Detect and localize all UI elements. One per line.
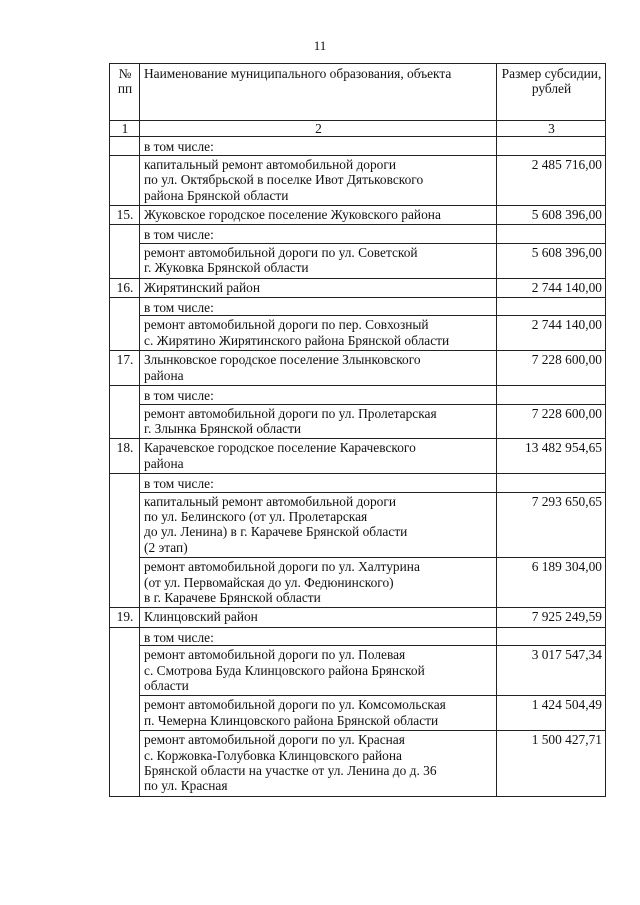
amount-cell: 5 608 396,00 <box>497 206 606 225</box>
name-line: Жирятинский район <box>144 279 260 295</box>
object-name <box>140 439 497 474</box>
amount-cell: 5 608 396,00 <box>497 243 606 278</box>
item-row <box>110 731 606 797</box>
object-name <box>140 404 497 439</box>
name-line: в г. Карачеве Брянской области <box>144 589 321 605</box>
name-line: Брянской области на участке от ул. Ленина до д. 36 <box>144 763 437 779</box>
row-number <box>110 298 140 351</box>
subhead-row <box>110 225 606 243</box>
amount-cell: 1 424 504,49 <box>497 696 606 731</box>
name-line: с. Коржовка-Голубовка Клинцовского района <box>144 747 402 763</box>
amount-cell: 13 482 954,65 <box>497 439 606 474</box>
amount-cell: 3 017 547,34 <box>497 646 606 696</box>
subsidy-table <box>109 63 606 797</box>
subhead-row <box>110 137 606 155</box>
group-row <box>110 439 606 474</box>
group-row <box>110 278 606 297</box>
name-line: по ул. Красная <box>144 778 228 794</box>
amount-cell: 2 744 140,00 <box>497 316 606 351</box>
subhead-label: в том числе: <box>140 627 497 645</box>
subhead-label: в том числе: <box>140 474 497 492</box>
amount-cell: 2 485 716,00 <box>497 155 606 205</box>
subhead-row <box>110 298 606 316</box>
amount-cell <box>497 386 606 404</box>
row-number: 18. <box>110 439 140 474</box>
name-line: по ул. Белинского (от ул. Пролетарская <box>144 508 368 524</box>
group-row <box>110 206 606 225</box>
item-row <box>110 646 606 696</box>
name-line: (2 этап) <box>144 539 188 555</box>
amount-cell <box>497 137 606 155</box>
item-row <box>110 492 606 558</box>
object-name <box>140 155 497 205</box>
group-row <box>110 608 606 627</box>
subhead-label: в том числе: <box>140 298 497 316</box>
table-header-row <box>110 64 606 121</box>
object-name <box>140 351 497 386</box>
name-line: района Брянской области <box>144 187 289 203</box>
item-row <box>110 558 606 608</box>
subhead-label: в том числе: <box>140 225 497 243</box>
row-number: 15. <box>110 206 140 225</box>
row-number <box>110 155 140 205</box>
name-line: (от ул. Первомайская до ул. Федюнинского) <box>144 574 394 590</box>
name-line: ремонт автомобильной дороги по ул. Комсомольская <box>144 697 446 713</box>
name-line: ремонт автомобильной дороги по ул. Халтурина <box>144 559 420 575</box>
header-amount: Размер субсидии, рублей <box>497 64 606 121</box>
amount-cell: 2 744 140,00 <box>497 278 606 297</box>
column-index-1: 1 <box>110 121 140 137</box>
amount-cell: 6 189 304,00 <box>497 558 606 608</box>
subhead-label: в том числе: <box>140 386 497 404</box>
row-number <box>110 474 140 608</box>
column-index-2: 2 <box>140 121 497 137</box>
object-name <box>140 731 497 797</box>
name-line: с. Смотрова Буда Клинцовского района Брянской <box>144 662 425 678</box>
item-row <box>110 696 606 731</box>
name-line: п. Чемерна Клинцовского района Брянской области <box>144 712 439 728</box>
name-line: ремонт автомобильной дороги по ул. Пролетарская <box>144 405 437 421</box>
subhead-label: в том числе: <box>140 137 497 155</box>
group-row <box>110 351 606 386</box>
subhead-row <box>110 474 606 492</box>
name-line: с. Жирятино Жирятинского района Брянской области <box>144 332 450 348</box>
name-line: района <box>144 455 184 471</box>
name-line: капитальный ремонт автомобильной дороги <box>144 493 397 509</box>
object-name <box>140 243 497 278</box>
object-name <box>140 492 497 558</box>
row-number <box>110 137 140 155</box>
object-name <box>140 646 497 696</box>
header-number: № пп <box>110 64 140 121</box>
subhead-row <box>110 627 606 645</box>
row-number: 17. <box>110 351 140 386</box>
object-name <box>140 558 497 608</box>
amount-cell: 7 228 600,00 <box>497 404 606 439</box>
object-name <box>140 278 497 297</box>
name-line: ремонт автомобильной дороги по пер. Совхозный <box>144 317 429 333</box>
column-index-row <box>110 121 606 137</box>
row-number: 19. <box>110 608 140 627</box>
object-name <box>140 608 497 627</box>
item-row <box>110 243 606 278</box>
name-line: до ул. Ленина) в г. Карачеве Брянской области <box>144 524 408 540</box>
name-line: г. Злынка Брянской области <box>144 420 302 436</box>
name-line: по ул. Октябрьской в поселке Ивот Дятьковского <box>144 172 424 188</box>
name-line: ремонт автомобильной дороги по ул. Советской <box>144 244 418 260</box>
object-name <box>140 696 497 731</box>
header-name: Наименование муниципального образования, объекта <box>140 64 497 121</box>
subhead-row <box>110 386 606 404</box>
item-row <box>110 404 606 439</box>
name-line: области <box>144 678 189 693</box>
name-line: Клинцовский район <box>144 609 258 625</box>
page-number: 11 <box>313 38 327 53</box>
amount-cell: 7 925 249,59 <box>497 608 606 627</box>
name-line: ремонт автомобильной дороги по ул. Полевая <box>144 647 406 663</box>
name-line: г. Жуковка Брянской области <box>144 260 309 276</box>
row-number <box>110 627 140 796</box>
amount-cell <box>497 298 606 316</box>
amount-cell <box>497 627 606 645</box>
item-row <box>110 316 606 351</box>
item-row <box>110 155 606 205</box>
object-name <box>140 206 497 225</box>
amount-cell: 7 228 600,00 <box>497 351 606 386</box>
name-line: капитальный ремонт автомобильной дороги <box>144 156 397 172</box>
amount-cell: 1 500 427,71 <box>497 731 606 797</box>
name-line: Злынковское городское поселение Злынковского <box>144 352 421 368</box>
name-line: ремонт автомобильной дороги по ул. Красная <box>144 732 405 748</box>
object-name <box>140 316 497 351</box>
column-index-3: 3 <box>497 121 606 137</box>
name-line: Жуковское городское поселение Жуковского района <box>144 207 441 223</box>
row-number <box>110 386 140 439</box>
amount-cell: 7 293 650,65 <box>497 492 606 558</box>
amount-cell <box>497 474 606 492</box>
row-number <box>110 225 140 278</box>
name-line: Карачевское городское поселение Карачевского <box>144 440 416 456</box>
amount-cell <box>497 225 606 243</box>
row-number: 16. <box>110 278 140 297</box>
name-line: района <box>144 367 184 383</box>
